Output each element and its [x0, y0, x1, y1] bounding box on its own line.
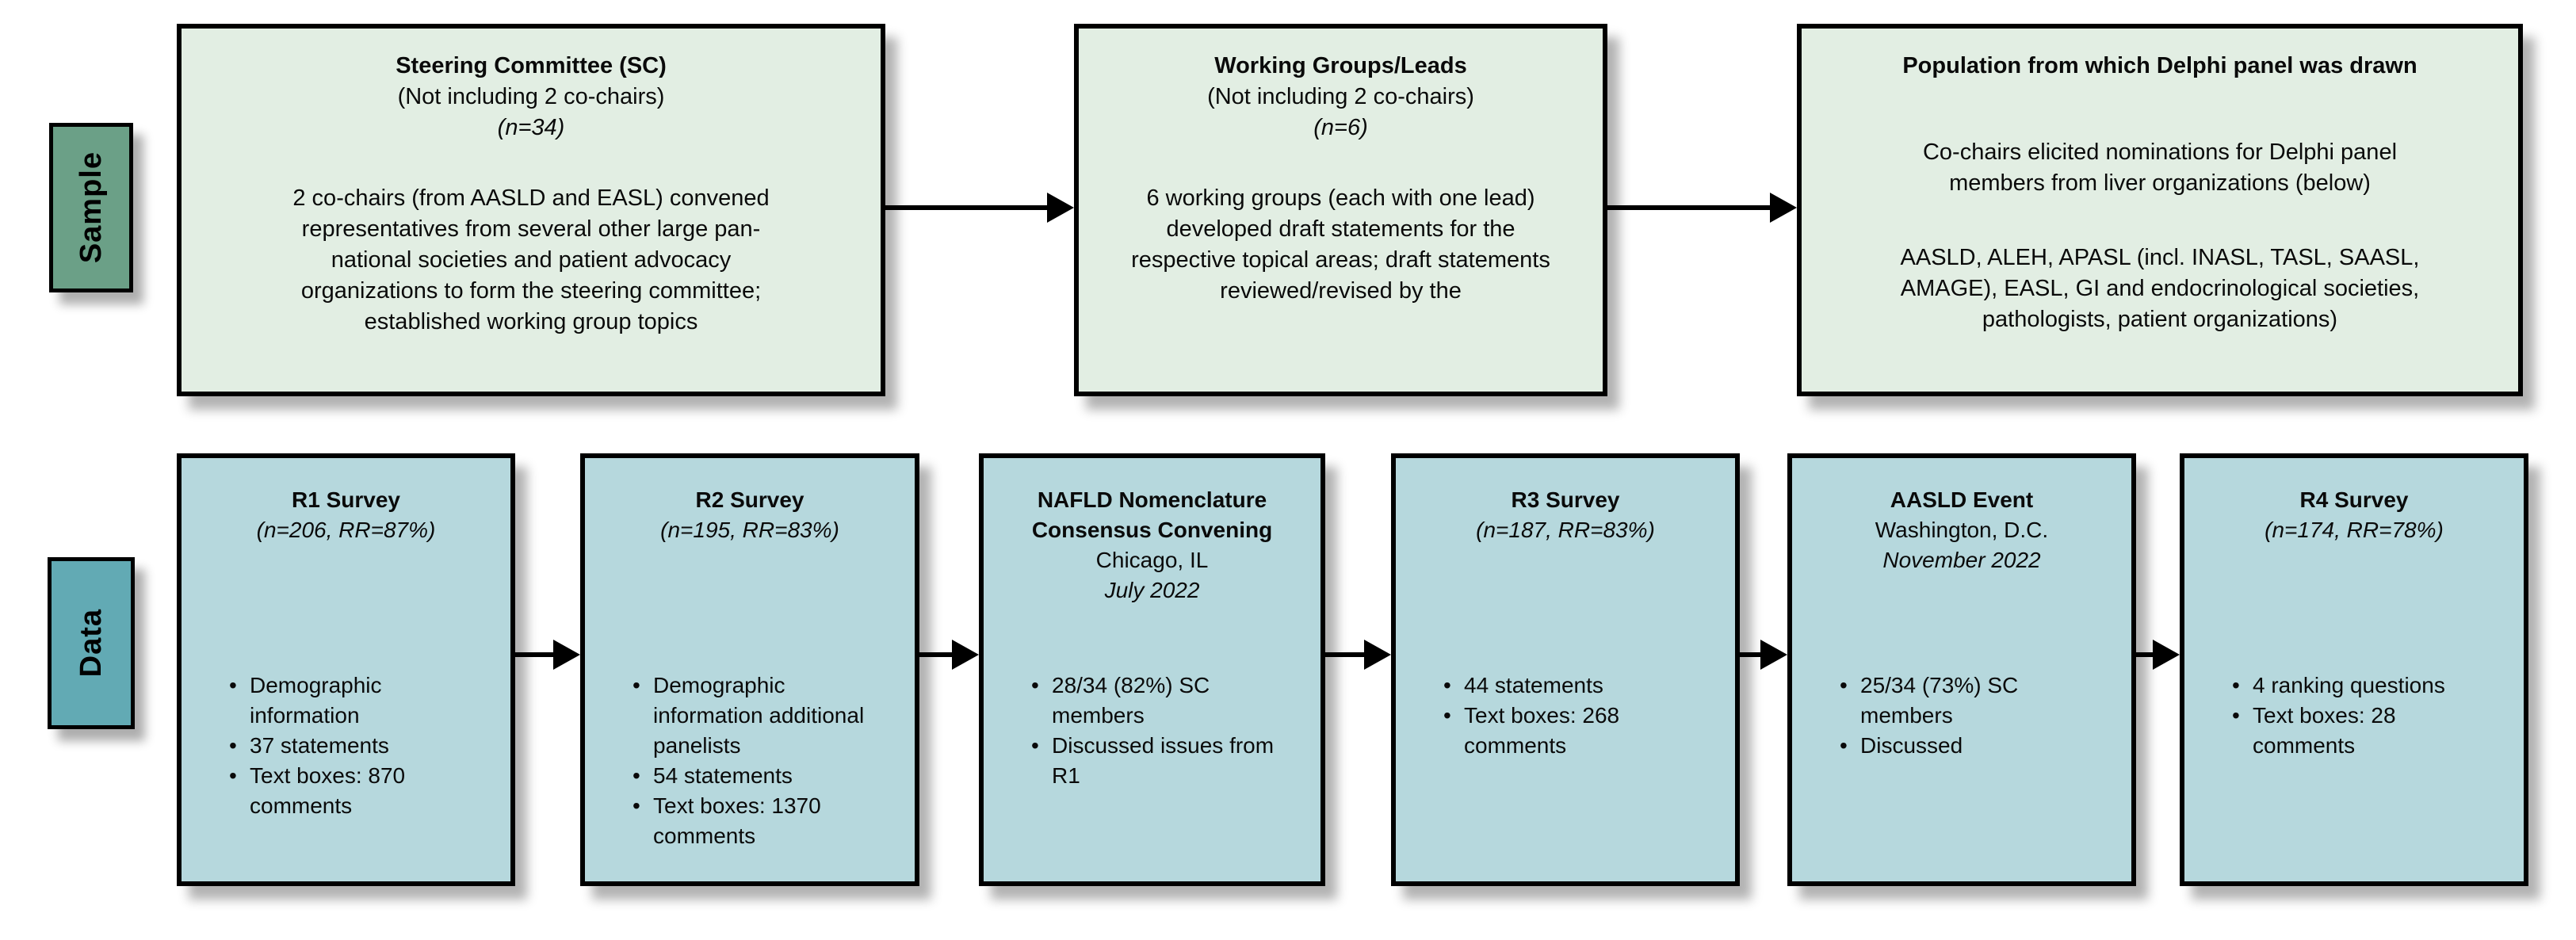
r2-survey-box [580, 453, 919, 886]
sample-row-label-text: Sample [74, 151, 108, 264]
box-header [984, 458, 1320, 606]
box-body-text: 2 co-chairs (from AASLD and EASL) convened representatives from several other large pan-national societies and patient advocacy organizations to form the steering committee; established working group topics [292, 185, 770, 334]
bullet-text: 25/34 (73%) SC members [1860, 673, 2019, 728]
box-n-value: (n=6) [1313, 115, 1368, 140]
sample-row-label [49, 123, 133, 292]
bullet-dot: • [633, 763, 640, 788]
bullet-item [2229, 671, 2492, 701]
bullet-list [1440, 671, 1703, 761]
box-subtitle: (Not including 2 co-chairs) [1207, 84, 1474, 109]
data-row-label [48, 557, 135, 729]
bullet-item [1440, 701, 1703, 761]
bullet-item [1836, 671, 2100, 731]
bullet-item [226, 671, 479, 731]
bullet-dot: • [1443, 703, 1451, 728]
working-groups-box [1074, 24, 1607, 396]
box-subtitle: (Not including 2 co-chairs) [397, 84, 665, 109]
box-n-value: (n=34) [497, 115, 565, 140]
aasld-event-box [1787, 453, 2136, 886]
box-body-text: AASLD, ALEH, APASL (incl. INASL, TASL, SAASL, AMAGE), EASL, GI and endocrinological societies, pathologists, patient organizations) [1900, 245, 2420, 332]
arrow-right-icon [515, 652, 553, 657]
bullet-dot: • [2232, 703, 2240, 728]
bullet-text: Demographic information [250, 673, 382, 728]
bullet-item [1028, 671, 1289, 731]
bullet-text: 28/34 (82%) SC members [1052, 673, 1210, 728]
box-title: Population from which Delphi panel was drawn [1902, 53, 2417, 78]
delphi-population-box [1797, 24, 2523, 396]
bullet-dot: • [633, 793, 640, 818]
bullet-item [1836, 731, 2100, 761]
box-title: R1 Survey [292, 487, 400, 512]
bullet-item [629, 791, 883, 851]
box-body-text: Co-chairs elicited nominations for Delphi panel members from liver organizations (below) [1922, 139, 2398, 196]
bullet-text: Text boxes: 1370 comments [653, 793, 821, 848]
bullet-dot: • [1031, 733, 1039, 758]
bullet-dot: • [1840, 673, 1848, 697]
r3-survey-box [1391, 453, 1740, 886]
bullet-text: Discussed issues from R1 [1052, 733, 1275, 788]
bullet-dot: • [2232, 673, 2240, 697]
arrow-right-icon [1607, 205, 1770, 210]
steering-committee-box [177, 24, 885, 396]
r1-survey-box [177, 453, 515, 886]
box-subtitle: (n=174, RR=78%) [2265, 518, 2444, 542]
box-title: R4 Survey [2299, 487, 2409, 512]
nafld-consensus-convening-box [979, 453, 1325, 886]
arrow-right-icon [1325, 652, 1364, 657]
bullet-dot: • [229, 673, 237, 697]
box-header [1802, 29, 2518, 82]
bullet-list [629, 671, 883, 851]
box-title: Steering Committee (SC) [396, 53, 667, 78]
box-subtitle: (n=195, RR=83%) [660, 518, 839, 542]
bullet-text: 44 statements [1464, 673, 1603, 697]
bullet-dot: • [229, 763, 237, 788]
bullet-item [1440, 671, 1703, 701]
box-header [1079, 29, 1603, 143]
bullet-text: Text boxes: 28 comments [2253, 703, 2396, 758]
bullet-text: Discussed [1860, 733, 1963, 758]
box-title: Working Groups/Leads [1214, 53, 1467, 78]
bullet-dot: • [1840, 733, 1848, 758]
box-location: Chicago, IL [1095, 548, 1209, 572]
bullet-list [226, 671, 479, 821]
box-header [182, 29, 881, 143]
arrow-right-icon [1740, 652, 1760, 657]
box-header [1396, 458, 1735, 545]
box-header [182, 458, 510, 545]
bullet-dot: • [1443, 673, 1451, 697]
box-body-text: 6 working groups (each with one lead) developed draft statements for the respective topical areas; draft statements reviewed/revised by the [1131, 185, 1550, 304]
arrow-right-icon [2136, 652, 2153, 657]
bullet-list [2229, 671, 2492, 761]
box-subtitle: (n=206, RR=87%) [256, 518, 436, 542]
box-date: November 2022 [1882, 548, 2041, 572]
box-title: NAFLD Nomenclature Consensus Convening [1031, 487, 1273, 542]
box-title: R2 Survey [695, 487, 805, 512]
box-header [1792, 458, 2131, 575]
bullet-item [226, 761, 479, 821]
bullet-list [1028, 671, 1289, 791]
r4-survey-box [2180, 453, 2528, 886]
bullet-item [226, 731, 479, 761]
box-subtitle: (n=187, RR=83%) [1476, 518, 1655, 542]
bullet-item [2229, 701, 2492, 761]
box-location: Washington, D.C. [1875, 518, 2049, 542]
box-date: July 2022 [1104, 578, 1200, 602]
box-header [2184, 458, 2524, 545]
bullet-text: Text boxes: 870 comments [250, 763, 406, 818]
bullet-dot: • [1031, 673, 1039, 697]
bullet-item [629, 671, 883, 761]
bullet-list [1836, 671, 2100, 761]
bullet-item [629, 761, 883, 791]
bullet-item [1028, 731, 1289, 791]
bullet-text: 37 statements [250, 733, 389, 758]
bullet-text: 4 ranking questions [2253, 673, 2445, 697]
box-title: R3 Survey [1511, 487, 1620, 512]
arrow-right-icon [885, 205, 1047, 210]
bullet-text: Demographic information additional panelists [653, 673, 865, 758]
box-title: AASLD Event [1890, 487, 2034, 512]
bullet-text: 54 statements [653, 763, 793, 788]
bullet-dot: • [229, 733, 237, 758]
data-row-label-text: Data [74, 609, 108, 678]
arrow-right-icon [919, 652, 952, 657]
box-header [585, 458, 915, 545]
bullet-text: Text boxes: 268 comments [1464, 703, 1620, 758]
bullet-dot: • [633, 673, 640, 697]
